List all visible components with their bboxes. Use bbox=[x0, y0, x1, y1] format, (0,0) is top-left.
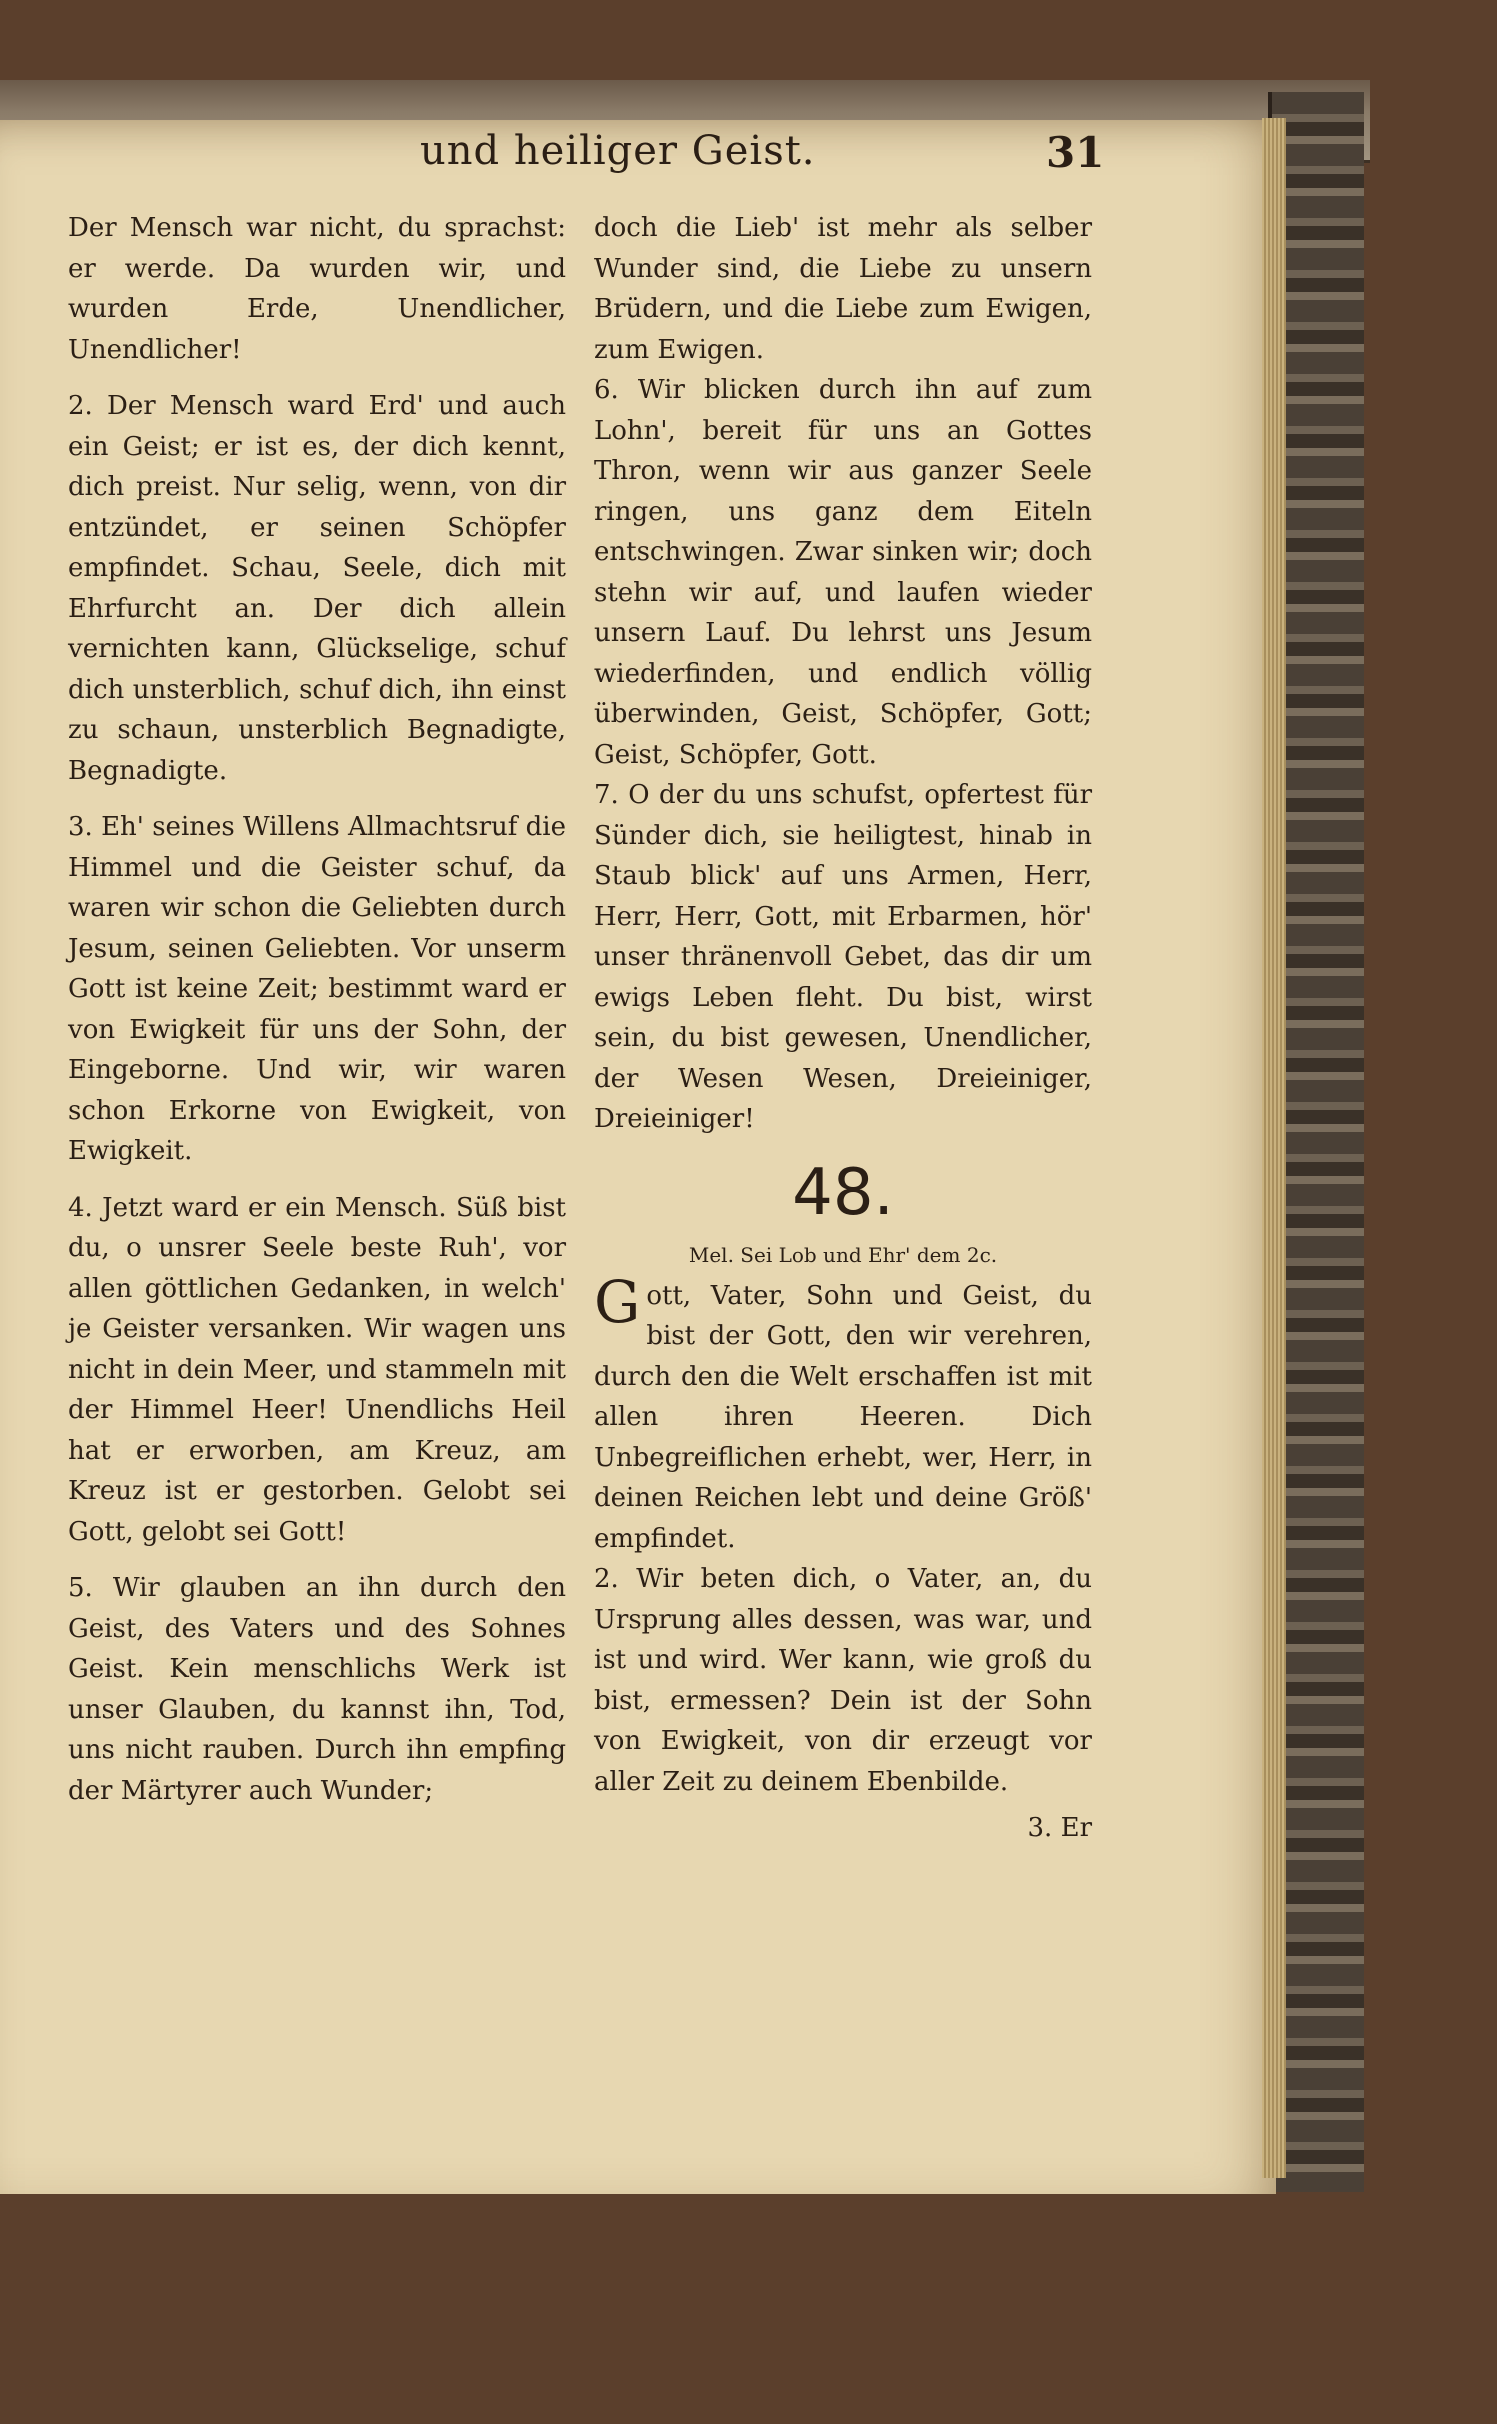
hymn-number: 48. bbox=[792, 1155, 894, 1230]
running-title: und heiliger Geist. bbox=[420, 128, 816, 174]
stanza-text: 2. Wir beten dich, o Vater, an, du Ursprung alles dessen, was war, und ist und wird. Wer kann, wie groß du bist, ermessen? Dein ist der Sohn von Ewigkeit, von dir erzeugt vor aller Zeit zu deinem Ebenbilde. bbox=[594, 1564, 1092, 1797]
right-column bbox=[594, 208, 1092, 1849]
page-edges bbox=[1262, 118, 1286, 2178]
left-column bbox=[68, 208, 566, 1811]
stanza-text: 5. Wir glauben an ihn durch den Geist, des Vaters und des Sohnes Geist. Kein menschlichs Werk ist unser Glauben, du kannst ihn, Tod, uns nicht rauben. Durch ihn empfing der Märtyrer auch Wunder; bbox=[68, 1573, 566, 1806]
stanza-text: 6. Wir blicken durch ihn auf zum Lohn', bereit für uns an Gottes Thron, wenn wir aus ganzer Seele ringen, uns ganz dem Eiteln entschwingen. Zwar sinken wir; doch stehn wir auf, und laufen wieder unsern Lauf. Du lehrst uns Jesum wiederfinden, und endlich völlig überwinden, Geist, Schöpfer, Gott; Geist, Schöpfer, Gott. bbox=[594, 375, 1092, 770]
page-header bbox=[0, 128, 1497, 198]
hymn-first-stanza bbox=[594, 1267, 1092, 1560]
catchword: 3. Er bbox=[1027, 1813, 1092, 1843]
stanza-text: Der Mensch war nicht, du sprachst: er werde. Da wurden wir, und wurden Erde, Unendlicher, Unendlicher! bbox=[68, 213, 566, 365]
stanza-text: 4. Jetzt ward er ein Mensch. Süß bist du, o unsrer Seele beste Ruh', vor allen göttlichen Gedanken, in welch' je Geister versanken. Wir wagen uns nicht in dein Meer, und stammeln mit der Himmel Heer! Unendlichs Heil hat er erworben, am Kreuz, am Kreuz ist er gestorben. Gelobt sei Gott, gelobt sei Gott! bbox=[68, 1192, 566, 1547]
stanza-text: ott, Vater, Sohn und Geist, du bist der Gott, den wir verehren, durch den die Welt erschaffen ist mit allen ihren Heeren. Dich Unbegreiflichen erhebt, wer, Herr, in deinen Reichen lebt und deine Größ' empfindet. bbox=[594, 1280, 1092, 1554]
melody-indication: Mel. Sei Lob und Ehr' dem 2c. bbox=[688, 1242, 998, 1267]
stanza-text: 3. Eh' seines Willens Allmachtsruf die Himmel und die Geister schuf, da waren wir schon die Geliebten durch Jesum, seinen Geliebten. Vor unserm Gott ist keine Zeit; bestimmt ward er von Ewigkeit für uns der Sohn, der Eingeborne. Und wir, wir waren schon Erkorne von Ewigkeit, von Ewigkeit. bbox=[68, 812, 567, 1166]
drop-capital: G bbox=[594, 1267, 641, 1336]
background-below-page bbox=[0, 2194, 1497, 2424]
stanza-text: 7. O der du uns schufst, opfertest für Sünder dich, sie heiligtest, hinab in Staub blick' auf uns Armen, Herr, Herr, Herr, Gott, mit Erbarmen, hör' unser thränenvoll Gebet, das dir um ewigs Leben fleht. Du bist, wirst sein, du bist gewesen, Unendlicher, der Wesen Wesen, Dreieiniger, Dreieiniger! bbox=[594, 780, 1092, 1134]
page-number: 31 bbox=[1046, 128, 1105, 177]
stanza-text: 2. Der Mensch ward Erd' und auch ein Geist; er ist es, der dich kennt, dich preist. Nur selig, wenn, von dir entzündet, er seinen Schöpfer empfindet. Schau, Seele, dich mit Ehrfurcht an. Der dich allein vernichten kann, Glückselige, schuf dich unsterblich, schuf dich, ihn einst zu schaun, unsterblich Begnadigte, Begnadigte. bbox=[68, 391, 566, 786]
stanza-text: doch die Lieb' ist mehr als selber Wunder sind, die Liebe zu unsern Brüdern, und die Liebe zum Ewigen, zum Ewigen. bbox=[594, 213, 1092, 365]
